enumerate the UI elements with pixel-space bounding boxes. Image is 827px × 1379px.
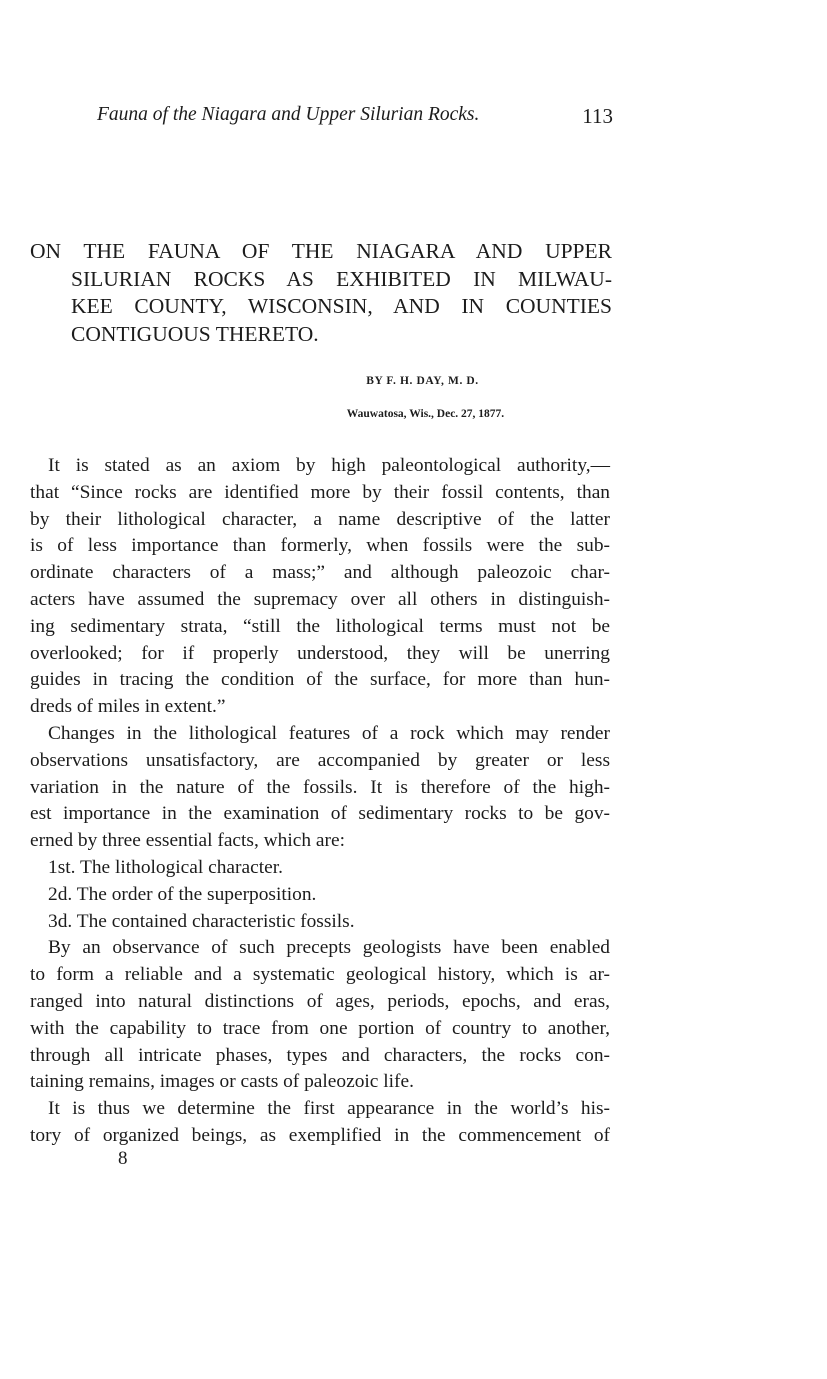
text-line: tory of organized beings, as exemplified in the commencement of [30, 1124, 610, 1146]
text-line: taining remains, images or casts of paleozoic life. [30, 1071, 414, 1093]
text-line: through all intricate phases, types and characters, the rocks con- [30, 1044, 610, 1066]
article-title [30, 238, 612, 348]
text-line: ing sedimentary strata, “still the lithological terms must not be [30, 615, 610, 637]
text-line: By an observance of such precepts geologists have been enabled [48, 937, 610, 959]
dateline: Wauwatosa, Wis., Dec. 27, 1877. [346, 408, 505, 420]
text-line: observations unsatisfactory, are accompanied by greater or less [30, 749, 610, 771]
text-line: that “Since rocks are identified more by their fossil contents, than [30, 481, 610, 503]
text-line: erned by three essential facts, which are: [30, 830, 345, 852]
text-line: dreds of miles in extent.” [30, 696, 226, 718]
text-line: ranged into natural distinctions of ages, periods, epochs, and eras, [30, 990, 610, 1012]
text-line: by their lithological character, a name descriptive of the latter [30, 508, 610, 530]
title-line: ON THE FAUNA OF THE NIAGARA AND UPPER [30, 239, 612, 263]
text-line: acters have assumed the supremacy over all others in distinguish- [30, 588, 610, 610]
page-number: 113 [582, 104, 613, 128]
text-line: with the capability to trace from one portion of country to another, [30, 1017, 610, 1039]
text-line: ordinate characters of a mass;” and although paleozoic char- [30, 562, 610, 584]
text-line: to form a reliable and a systematic geological history, which is ar- [30, 964, 610, 986]
title-line: CONTIGUOUS THERETO. [71, 321, 319, 346]
body-text [30, 453, 610, 1150]
fact-item: 3d. The contained characteristic fossils. [48, 910, 355, 932]
text-line: overlooked; for if properly understood, they will be unerring [30, 642, 610, 664]
byline: BY F. H. DAY, M. D. [366, 375, 479, 387]
title-line: SILURIAN ROCKS AS EXHIBITED IN MILWAU- [71, 266, 612, 291]
text-line: variation in the nature of the fossils. It is therefore of the high- [30, 776, 610, 798]
fact-item: 1st. The lithological character. [48, 856, 283, 878]
running-head [97, 104, 617, 132]
text-line: It is thus we determine the first appearance in the world’s his- [48, 1098, 610, 1120]
signature-mark: 8 [118, 1148, 128, 1169]
text-line: Changes in the lithological features of a rock which may render [48, 722, 610, 744]
text-line: est importance in the examination of sedimentary rocks to be gov- [30, 803, 610, 825]
text-line: It is stated as an axiom by high paleontological authority,— [48, 455, 610, 476]
fact-item: 2d. The order of the superposition. [48, 883, 317, 905]
text-line: is of less importance than formerly, when fossils were the sub- [30, 535, 610, 557]
text-line: guides in tracing the condition of the surface, for more than hun- [30, 669, 610, 691]
title-line: KEE COUNTY, WISCONSIN, AND IN COUNTIES [71, 294, 612, 318]
running-title: Fauna of the Niagara and Upper Silurian Rocks. [97, 104, 480, 125]
